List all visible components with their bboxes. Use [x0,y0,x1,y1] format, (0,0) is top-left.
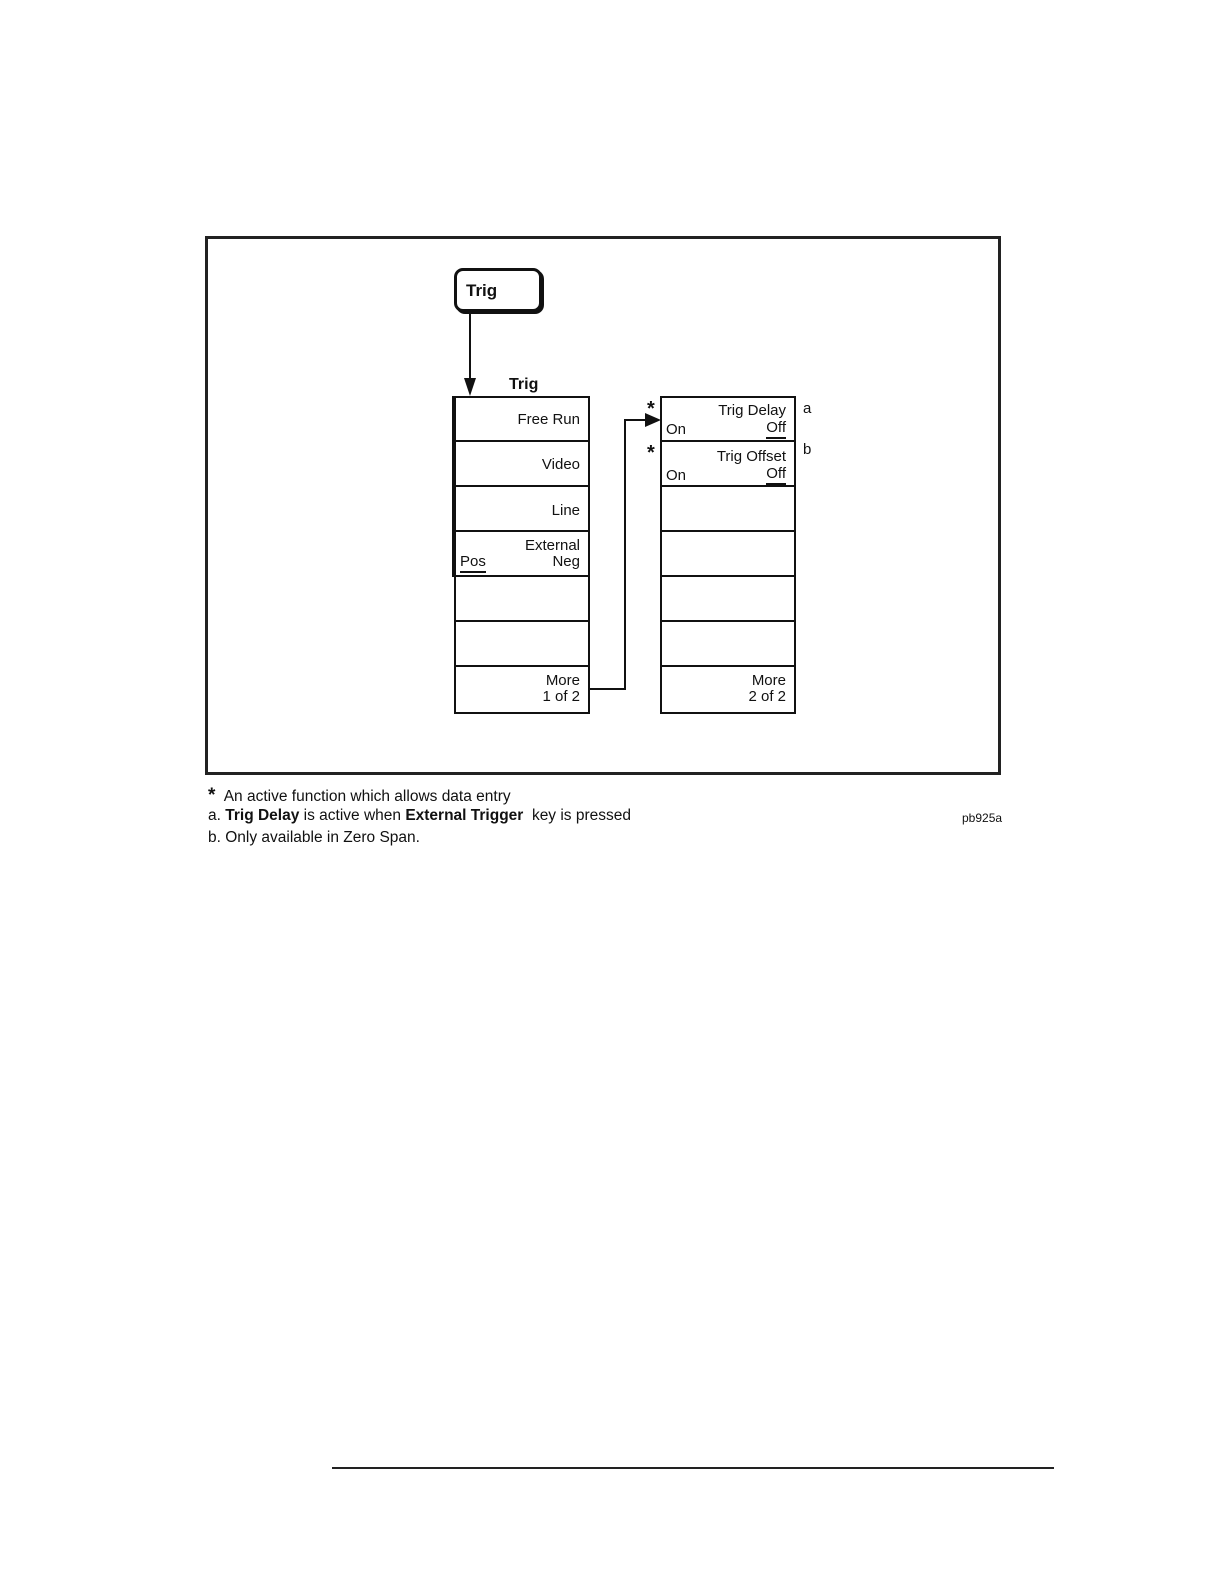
softkey-trig-delay-label: Trig Delay [718,402,786,419]
softkey-more2-label: More [751,672,786,689]
softkey-external-pos: Pos [460,554,486,573]
softkey-more-label: More [545,672,580,689]
active-function-star-2: * [647,442,655,464]
hardkey-arrowhead [464,378,476,396]
trig-hardkey[interactable] [454,268,542,312]
softkey-blank-6 [454,620,590,667]
softkey-more2-page: 2 of 2 [748,688,786,705]
softkey-more-1-of-2[interactable] [454,665,590,714]
trig-menu-title: Trig [509,376,539,393]
softkey-blank-5 [454,575,590,622]
note-a-mid: is active when [299,807,406,824]
softkey-blank-p2-5 [660,575,796,622]
softkey-blank-p2-6 [660,620,796,667]
figure-id: pb925a [962,811,1003,825]
softkey-external-neg: Neg [552,553,580,570]
footer-rule [332,1467,1054,1469]
softkey-blank-p2-4 [660,530,796,577]
menu-group-bracket [452,396,455,577]
softkey-external[interactable] [454,530,590,577]
softkey-trig-delay-off: Off [766,420,786,439]
softkey-trig-delay-on: On [666,421,687,438]
softkey-trig-offset-on: On [666,467,687,484]
note-b: b. Only available in Zero Span. [208,829,420,846]
softkey-trig-offset-label: Trig Offset [716,448,786,465]
softkey-line[interactable] [454,485,590,532]
softkey-more-page: 1 of 2 [542,688,580,705]
footnote-tag-b: b [803,441,812,458]
note-star-symbol: * [208,785,216,806]
footnote-tag-a: a [803,400,812,417]
trig-hardkey-label: Trig [466,281,498,300]
softkey-more-2-of-2[interactable] [660,665,796,714]
more-link-line [586,420,648,689]
softkey-trig-offset-off: Off [766,466,786,485]
note-a [208,807,631,825]
note-star [208,785,511,807]
softkey-video-label: Video [541,456,580,473]
note-a-bold-external-trigger: External Trigger [405,807,524,824]
softkey-trig-delay[interactable] [660,396,796,442]
softkey-trig-offset[interactable] [660,440,796,487]
note-a-bold-trig-delay: Trig Delay [225,807,300,824]
note-star-text: An active function which allows data entry [223,788,511,805]
softkey-free-run-label: Free Run [517,411,580,428]
softkey-video[interactable] [454,440,590,487]
note-a-prefix: a. [208,807,221,824]
softkey-blank-p2-3 [660,485,796,532]
softkey-line-label: Line [551,502,580,519]
note-a-end: key is pressed [523,807,632,824]
active-function-star-1: * [647,398,655,420]
softkey-external-label: External [524,537,580,554]
softkey-free-run[interactable] [454,396,590,442]
